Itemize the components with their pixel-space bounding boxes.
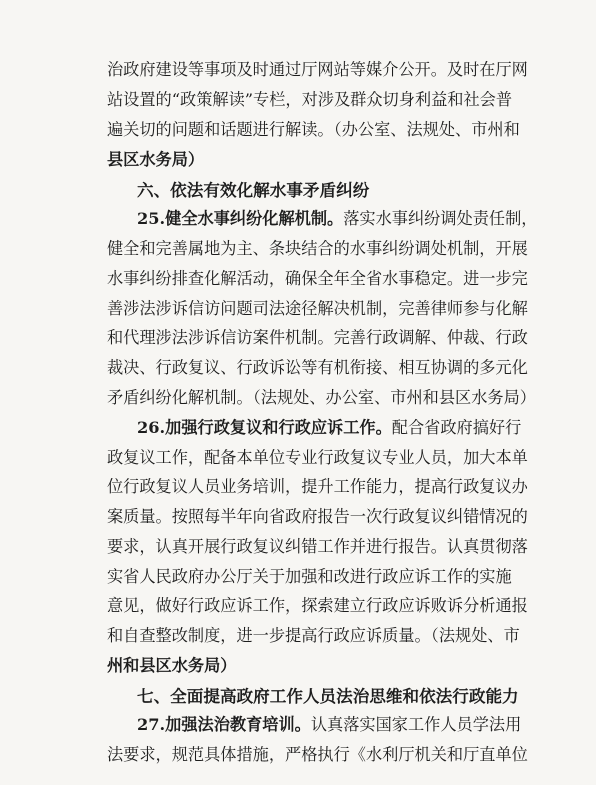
text-line: 善涉法涉诉信访问题司法途径解决机制，完善律师参与化解 xyxy=(107,299,528,318)
text-line: 遍关切的问题和话题进行解读。（办公室、法规处、市州和 xyxy=(107,120,520,139)
text-line: 矛盾纠纷化解机制。（法规处、办公室、市州和县区水务局） xyxy=(107,388,536,407)
text-line: 县区水务局） xyxy=(107,150,205,169)
item-25-text: 落实水事纠纷调处责任制， xyxy=(343,209,538,228)
item-26-text: 配合省政府搞好行 xyxy=(391,418,522,437)
section-heading: 七、全面提高政府工作人员法治思维和依法行政能力 xyxy=(137,686,519,706)
item-26-title: 26.加强行政复议和行政应诉工作。 xyxy=(137,418,392,437)
text-line: 裁决、行政复议、行政诉讼等有机衔接、相互协调的多元化 xyxy=(107,358,528,377)
text-line: 和代理涉法涉诉信访案件机制。完善行政调解、仲裁、行政 xyxy=(107,328,528,347)
item-26-first-line xyxy=(137,413,522,443)
text-line: 要求，认真开展行政复议纠错工作并进行报告。认真贯彻落 xyxy=(107,537,528,556)
text-line: 站设置的“政策解读”专栏，对涉及群众切身利益和社会普 xyxy=(107,90,513,109)
text-line: 实省人民政府办公厅关于加强和改进行政应诉工作的实施 xyxy=(107,567,512,586)
text-line: 治政府建设等事项及时通过厅网站等媒介公开。及时在厅网 xyxy=(107,60,528,79)
text-line: 和自查整改制度，进一步提高行政应诉质量。（法规处、市 xyxy=(107,626,520,645)
item-25-title: 25.健全水事纠纷化解机制。 xyxy=(137,209,344,228)
item-27-title: 27.加强法治教育培训。 xyxy=(137,715,311,734)
text-line: 州和县区水务局） xyxy=(107,656,237,675)
item-27-first-line xyxy=(137,710,522,740)
text-line: 政复议工作，配备本单位专业行政复议专业人员，加大本单 xyxy=(107,448,528,467)
text-line: 意见，做好行政应诉工作，探索建立行政应诉败诉分析通报 xyxy=(107,596,528,615)
text-line: 健全和完善属地为主、条块结合的水事纠纷调处机制，开展 xyxy=(107,239,528,258)
item-27-text: 认真落实国家工作人员学法用 xyxy=(310,715,522,734)
text-line: 水事纠纷排查化解活动，确保全年全省水事稳定。进一步完 xyxy=(107,269,528,288)
section-heading: 六、依法有效化解水事矛盾纠纷 xyxy=(137,180,370,200)
text-line: 位行政复议人员业务培训，提升工作能力，提高行政复议办 xyxy=(107,477,528,496)
text-line: 法要求，规范具体措施，严格执行《水利厅机关和厅直单位 xyxy=(107,745,528,764)
text-line: 案质量。按照每半年向省政府报告一次行政复议纠错情况的 xyxy=(107,507,528,526)
item-25-first-line xyxy=(137,204,538,234)
